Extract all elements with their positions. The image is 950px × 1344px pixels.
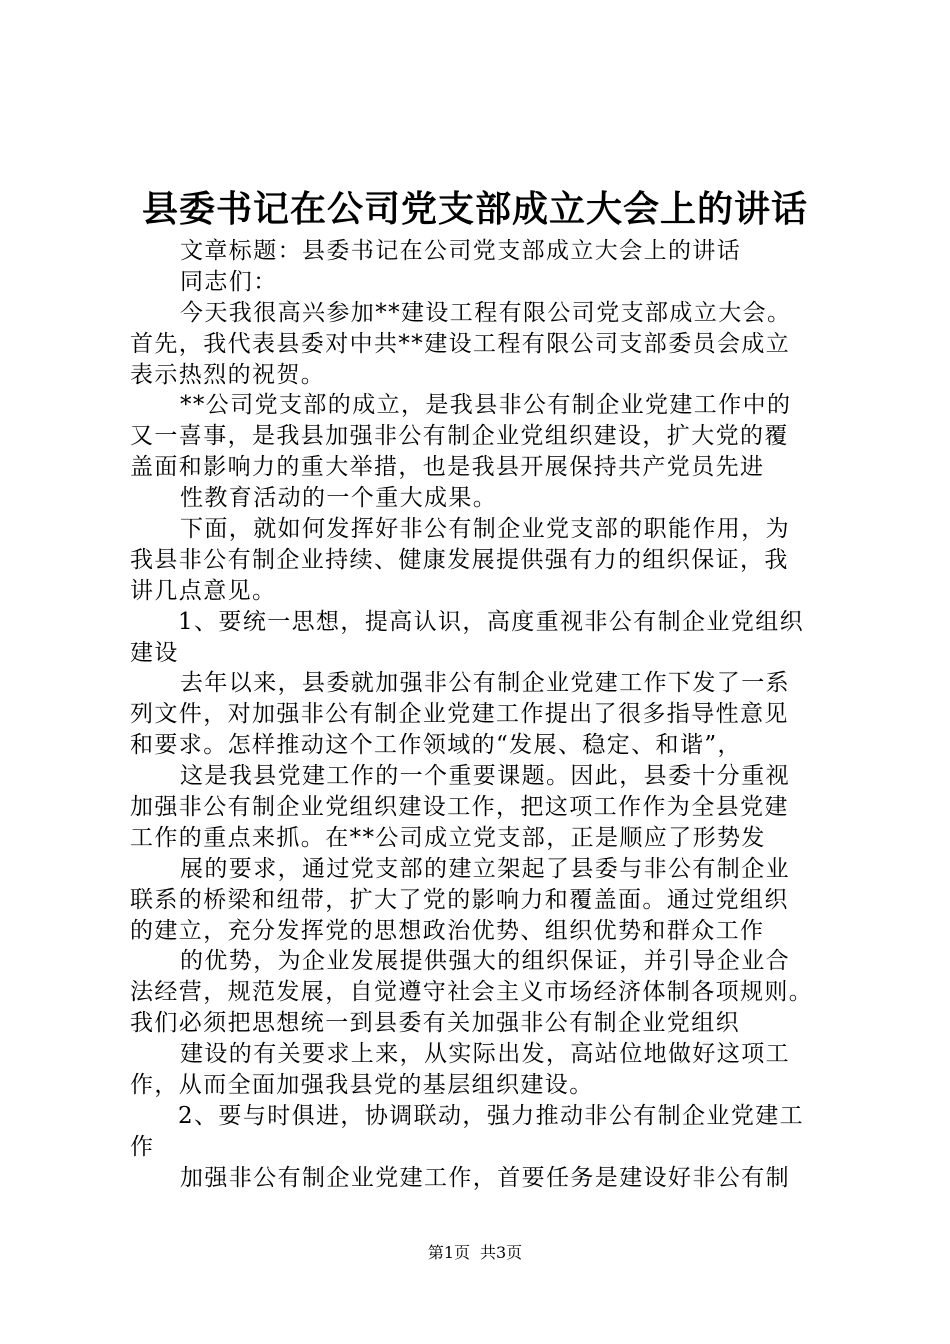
text-line: 加强非公有制企业党组织建设工作，把这项工作作为全县党建: [130, 794, 789, 821]
text-line: 文章标题：县委书记在公司党支部成立大会上的讲话: [180, 238, 742, 264]
text-line: 列文件，对加强非公有制企业党建工作提出了很多指导性意见: [130, 701, 789, 728]
text-line: **公司党支部的成立，是我县非公有制企业党建工作中的: [180, 392, 792, 419]
text-line: 我们必须把思想统一到县委有关加强非公有制企业党组织: [130, 1010, 740, 1037]
text-line: 加强非公有制企业党建工作，首要任务是建设好非公有制: [180, 1164, 790, 1191]
section-heading: 建设: [130, 639, 179, 666]
text-line: 首先，我代表县委对中共**建设工程有限公司支部委员会成立: [130, 330, 791, 357]
text-line: 性教育活动的一个重大成果。: [180, 485, 498, 512]
section-heading: 2、要与时俱进，协调联动，强力推动非公有制企业党建工: [178, 1102, 805, 1129]
text-line: 今天我很高兴参加**建设工程有限公司党支部成立大会。: [180, 299, 792, 326]
text-line: 工作的重点来抓。在**公司成立党支部，正是顺应了形势发: [130, 824, 766, 851]
text-line: 去年以来，县委就加强非公有制企业党建工作下发了一系: [180, 670, 790, 697]
total-pages: 共3页: [480, 1243, 523, 1262]
document-title: 县委书记在公司党支部成立大会上的讲话: [141, 188, 808, 230]
text-line: 下面，就如何发挥好非公有制企业党支部的职能作用，为: [180, 516, 790, 543]
section-heading: 1、要统一思想，提高认识，高度重视非公有制企业党组织: [178, 608, 805, 635]
text-line: 展的要求，通过党支部的建立架起了县委与非公有制企业: [180, 855, 790, 882]
text-line: 的优势，为企业发展提供强大的组织保证，并引导企业合: [180, 948, 790, 975]
text-line: 盖面和影响力的重大举措，也是我县开展保持共产党员先进: [130, 454, 765, 481]
text-line: 联系的桥梁和纽带，扩大了党的影响力和覆盖面。通过党组织: [130, 886, 789, 913]
page-number: 第1页: [427, 1243, 470, 1262]
text-line: 法经营，规范发展，自觉遵守社会主义市场经济体制各项规则。: [130, 979, 814, 1006]
text-line: 讲几点意见。: [130, 577, 277, 604]
text-line: 建设的有关要求上来，从实际出发，高站位地做好这项工: [180, 1041, 790, 1068]
text-line: 的建立，充分发挥党的思想政治优势、组织优势和群众工作: [130, 917, 765, 944]
page-footer: [0, 1242, 950, 1264]
text-line: 我县非公有制企业持续、健康发展提供强有力的组织保证，我: [130, 546, 789, 573]
document-body: [130, 236, 835, 1194]
section-heading: 作: [130, 1133, 155, 1160]
text-line: 这是我县党建工作的一个重要课题。因此，县委十分重视: [180, 763, 790, 790]
text-line: 表示热烈的祝贺。: [130, 361, 326, 388]
text-line: 又一喜事，是我县加强非公有制企业党组织建设，扩大党的覆: [130, 423, 789, 450]
text-line: 同志们：: [180, 268, 278, 295]
text-line: 作，从而全面加强我县党的基层组织建设。: [130, 1072, 594, 1099]
text-line: 和要求。怎样推动这个工作领域的“发展、稳定、和谐”，: [130, 732, 742, 759]
